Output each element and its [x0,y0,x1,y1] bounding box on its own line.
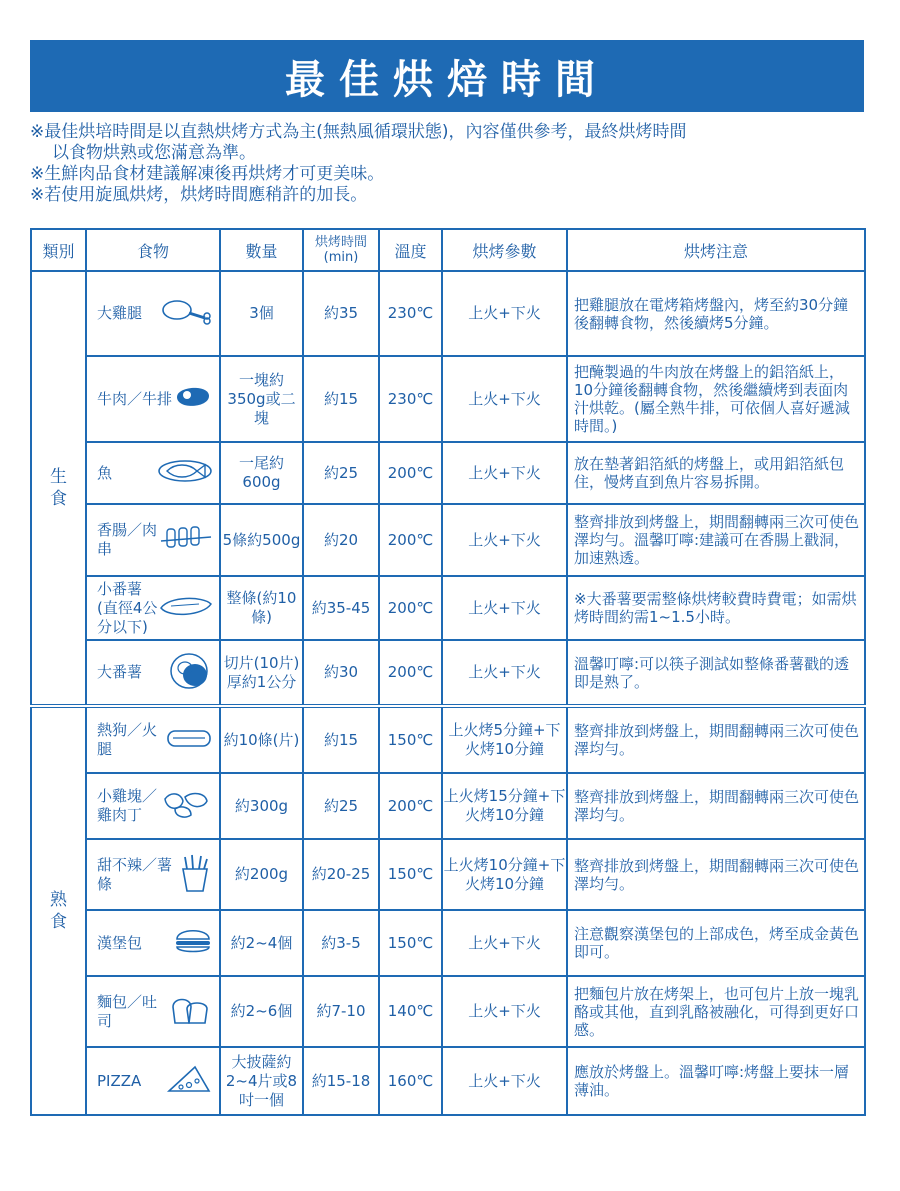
table-row [31,1047,865,1115]
note-cell: ※大番薯要需整條烘烤較費時費電；如需烘烤時間約需1~1.5小時。 [567,576,865,640]
note-cell: 整齊排放到烤盤上，期間翻轉兩三次可使色澤均勻。 [567,773,865,839]
params-cell: 上火+下火 [442,271,567,356]
time-cell: 約3-5 [303,910,379,976]
baking-table [30,228,866,1116]
quantity-cell: 約10條(片) [220,706,303,773]
food-cell [86,442,220,504]
header-notes: 烘烤注意 [567,229,865,271]
time-cell: 約15 [303,356,379,442]
temperature-cell: 200℃ [379,442,442,504]
note-cell: 整齊排放到烤盤上，期間翻轉兩三次可使色澤均勻。 [567,706,865,773]
bread-icon [167,993,213,1031]
params-cell: 上火+下火 [442,1047,567,1115]
food-cell [86,271,220,356]
note-cell: 把麵包片放在烤架上，也可包片上放一塊乳酪或其他，直到乳酪被融化，可得到更好口感。 [567,976,865,1047]
temperature-cell: 200℃ [379,504,442,576]
params-cell: 上火烤5分鐘+下火烤10分鐘 [442,706,567,773]
notes-block [30,122,870,206]
food-name: 漢堡包 [97,933,143,952]
food-name: 麵包／吐司 [97,992,158,1030]
category-cell [31,271,86,706]
food-name: PIZZA [97,1071,142,1090]
note-cell: 把醃製過的牛肉放在烤盤上的鋁箔紙上，10分鐘後翻轉食物，然後繼續烤到表面肉汁烘乾。(屬全熟牛排，可依個人喜好遞減時間。) [567,356,865,442]
food-cell [86,640,220,706]
temperature-cell: 160℃ [379,1047,442,1115]
note-cell: 放在墊著鋁箔紙的烤盤上，或用鋁箔紙包住，慢烤直到魚片容易拆開。 [567,442,865,504]
time-cell: 約35 [303,271,379,356]
food-cell [86,773,220,839]
food-name: 熱狗／火腿 [97,721,158,758]
quantity-cell: 切片(10片)厚約1公分 [220,640,303,706]
chicken-leg-icon [161,298,213,330]
temperature-cell: 150℃ [379,706,442,773]
table-row [31,442,865,504]
time-cell: 約7-10 [303,976,379,1047]
food-name: 魚 [97,463,113,482]
food-cell [86,504,220,576]
quantity-cell: 一尾約600g [220,442,303,504]
food-name: 小雞塊／雞肉丁 [97,787,158,824]
table-row [31,271,865,356]
note-line: ※最佳烘培時間是以直熱烘烤方式為主(無熱風循環狀態)，內容僅供參考，最終烘烤時間 [30,122,687,142]
food-cell [86,839,220,910]
note-cell: 溫馨叮嚀:可以筷子測試如整條番薯戳的透即是熟了。 [567,640,865,706]
params-cell: 上火+下火 [442,504,567,576]
temperature-cell: 140℃ [379,976,442,1047]
table-row [31,640,865,706]
table-row [31,839,865,910]
params-cell: 上火烤15分鐘+下火烤10分鐘 [442,773,567,839]
time-cell: 約35-45 [303,576,379,640]
params-cell: 上火+下火 [442,910,567,976]
steak-icon [173,382,213,416]
sweet-potato-icon [159,594,213,622]
table-row [31,356,865,442]
temperature-cell: 150℃ [379,910,442,976]
note-line: ※生鮮肉品食材建議解凍後再烘烤才可更美味。 [30,164,385,184]
params-cell: 上火+下火 [442,356,567,442]
params-cell: 上火+下火 [442,442,567,504]
time-cell: 約25 [303,442,379,504]
sliced-potato-icon [169,651,213,695]
quantity-cell: 約2~6個 [220,976,303,1047]
header-time-unit: (min) [323,250,359,265]
note-cell: 把雞腿放在電烤箱烤盤內，烤至約30分鐘後翻轉食物，然後續烤5分鐘。 [567,271,865,356]
food-name: 甜不辣／薯條 [97,855,173,893]
temperature-cell: 200℃ [379,640,442,706]
food-name: 大雞腿 [97,304,143,322]
note-cell: 整齊排放到烤盤上，期間翻轉兩三次可使色澤均勻。 [567,839,865,910]
time-cell: 約20-25 [303,839,379,910]
quantity-cell: 約2~4個 [220,910,303,976]
temperature-cell: 200℃ [379,773,442,839]
temperature-cell: 150℃ [379,839,442,910]
pizza-icon [165,1063,213,1099]
temperature-cell: 230℃ [379,356,442,442]
header-category: 類別 [31,229,86,271]
header-time [303,229,379,271]
title-banner [30,40,864,112]
table-row [31,706,865,773]
burger-icon [173,926,213,960]
food-name: 小番薯(直徑4公分以下) [97,579,158,636]
table-row [31,773,865,839]
time-cell: 約30 [303,640,379,706]
header-time-label: 烘烤時間 [314,235,367,250]
note-cell: 應放於烤盤上。溫馨叮嚀:烤盤上要抹一層薄油。 [567,1047,865,1115]
food-cell [86,576,220,640]
food-name: 香腸／肉串 [97,521,158,558]
quantity-cell: 一塊約350g或二塊 [220,356,303,442]
food-cell [86,976,220,1047]
category-label: 熟 食 [50,890,67,932]
table-row [31,504,865,576]
params-cell: 上火+下火 [442,976,567,1047]
time-cell: 約20 [303,504,379,576]
quantity-cell: 約200g [220,839,303,910]
table-row [31,910,865,976]
hotdog-icon [165,725,213,755]
quantity-cell: 整條(約10條) [220,576,303,640]
page-title: 最佳烘焙時間 [285,56,609,103]
food-cell [86,706,220,773]
table-row [31,576,865,640]
table-row [31,976,865,1047]
quantity-cell: 3個 [220,271,303,356]
time-cell: 約15 [303,706,379,773]
quantity-cell: 大披薩約2~4片或8吋一個 [220,1047,303,1115]
nuggets-icon [161,789,213,823]
fish-icon [157,459,213,487]
skewer-icon [159,523,213,557]
food-cell [86,910,220,976]
note-cell: 注意觀察漢堡包的上部成色，烤至成金黃色即可。 [567,910,865,976]
time-cell: 約25 [303,773,379,839]
food-cell [86,356,220,442]
temperature-cell: 200℃ [379,576,442,640]
time-cell: 約15-18 [303,1047,379,1115]
note-line: ※若使用旋風烘烤，烘烤時間應稍許的加長。 [30,185,368,205]
food-name: 牛肉／牛排 [97,389,173,408]
params-cell: 上火+下火 [442,576,567,640]
fries-icon [177,853,213,897]
header-quantity: 數量 [220,229,303,271]
params-cell: 上火烤10分鐘+下火烤10分鐘 [442,839,567,910]
category-label: 生 食 [50,467,67,509]
food-cell [86,1047,220,1115]
header-food: 食物 [86,229,220,271]
note-line: 以食物烘熟或您滿意為準。 [52,143,256,163]
params-cell: 上火+下火 [442,640,567,706]
header-row [31,229,865,271]
note-cell: 整齊排放到烤盤上，期間翻轉兩三次可使色澤均勻。溫馨叮嚀:建議可在香腸上戳洞，加速熟透。 [567,504,865,576]
header-temperature: 溫度 [379,229,442,271]
category-cell [31,706,86,1115]
food-name: 大番薯 [97,663,143,681]
quantity-cell: 5條約500g [220,504,303,576]
header-params: 烘烤參數 [442,229,567,271]
temperature-cell: 230℃ [379,271,442,356]
quantity-cell: 約300g [220,773,303,839]
